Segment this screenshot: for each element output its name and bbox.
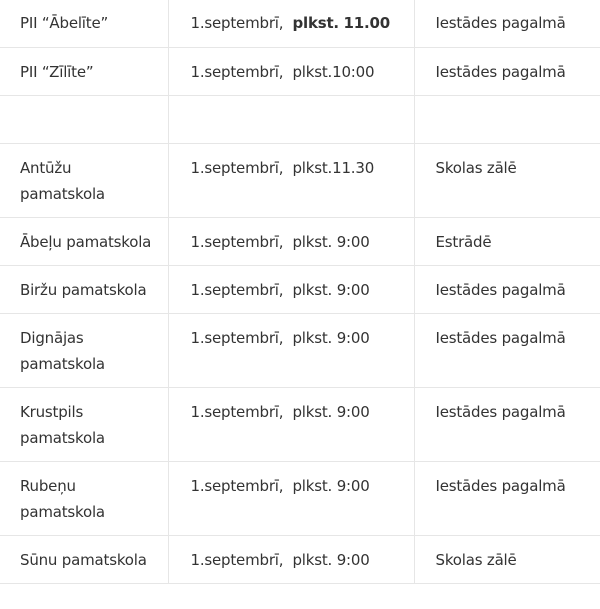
school-name: Biržu pamatskola	[20, 281, 147, 299]
place-cell	[414, 388, 600, 462]
place-text: Iestādes pagalmā	[435, 477, 566, 495]
table-row	[0, 388, 600, 462]
date-text: 1.septembrī,	[190, 329, 284, 347]
school-name: Rubeņu pamatskola	[20, 477, 105, 521]
school-name: Ābeļu pamatskola	[20, 233, 152, 251]
datetime-cell	[168, 144, 414, 218]
date-text: 1.septembrī,	[190, 551, 284, 569]
datetime-cell	[168, 0, 414, 48]
datetime-cell	[168, 314, 414, 388]
table-row	[0, 266, 600, 314]
date-text: 1.septembrī,	[190, 233, 284, 251]
place-cell	[414, 48, 600, 96]
time-prefix: plkst.	[292, 159, 333, 177]
school-name: Krustpils pamatskola	[20, 403, 105, 447]
datetime-cell	[168, 462, 414, 536]
date-text: 1.septembrī,	[190, 477, 284, 495]
place-cell	[414, 536, 600, 584]
school-cell	[0, 462, 168, 536]
place-text: Iestādes pagalmā	[435, 329, 566, 347]
time-prefix: plkst.	[292, 477, 333, 495]
table-row	[0, 314, 600, 388]
time-prefix: plkst.	[292, 551, 333, 569]
place-cell	[414, 462, 600, 536]
place-cell	[414, 218, 600, 266]
time-prefix: plkst.	[292, 14, 339, 32]
date-text: 1.septembrī,	[190, 159, 284, 177]
table-row	[0, 0, 600, 48]
time-prefix: plkst.	[292, 329, 333, 347]
school-cell	[0, 48, 168, 96]
time-text: 11.30	[332, 159, 375, 177]
table-row	[0, 462, 600, 536]
place-cell	[414, 96, 600, 144]
school-cell	[0, 0, 168, 48]
place-text: Estrādē	[435, 233, 492, 251]
table-row	[0, 536, 600, 584]
table-row	[0, 144, 600, 218]
place-text: Skolas zālē	[435, 551, 517, 569]
time-text: 9:00	[336, 233, 370, 251]
time-text: 9:00	[336, 477, 370, 495]
datetime-cell	[168, 96, 414, 144]
place-text: Skolas zālē	[435, 159, 517, 177]
school-cell	[0, 266, 168, 314]
school-cell	[0, 388, 168, 462]
datetime-cell	[168, 388, 414, 462]
time-text: 9:00	[336, 281, 370, 299]
date-text: 1.septembrī,	[190, 14, 284, 32]
place-cell	[414, 144, 600, 218]
date-text: 1.septembrī,	[190, 281, 284, 299]
school-name: Antūžu pamatskola	[20, 159, 105, 203]
school-cell	[0, 314, 168, 388]
time-text: 9:00	[336, 403, 370, 421]
time-text: 11.00	[343, 14, 390, 32]
school-cell	[0, 96, 168, 144]
place-text: Iestādes pagalmā	[435, 63, 566, 81]
datetime-cell	[168, 536, 414, 584]
datetime-cell	[168, 218, 414, 266]
table-row	[0, 48, 600, 96]
school-name: PII “Ābelīte”	[20, 14, 109, 32]
place-cell	[414, 266, 600, 314]
table-row	[0, 218, 600, 266]
datetime-cell	[168, 266, 414, 314]
place-cell	[414, 314, 600, 388]
date-text: 1.septembrī,	[190, 403, 284, 421]
place-text: Iestādes pagalmā	[435, 403, 566, 421]
place-text: Iestādes pagalmā	[435, 14, 566, 32]
time-prefix: plkst.	[292, 281, 333, 299]
school-name: PII “Zīlīte”	[20, 63, 94, 81]
time-text: 10:00	[332, 63, 375, 81]
datetime-cell	[168, 48, 414, 96]
table-row-empty	[0, 96, 600, 144]
school-name: Sūnu pamatskola	[20, 551, 147, 569]
place-cell	[414, 0, 600, 48]
time-text: 9:00	[336, 551, 370, 569]
date-text: 1.septembrī,	[190, 63, 284, 81]
school-cell	[0, 536, 168, 584]
place-text: Iestādes pagalmā	[435, 281, 566, 299]
time-prefix: plkst.	[292, 63, 333, 81]
time-prefix: plkst.	[292, 233, 333, 251]
school-cell	[0, 144, 168, 218]
school-cell	[0, 218, 168, 266]
time-text: 9:00	[336, 329, 370, 347]
time-prefix: plkst.	[292, 403, 333, 421]
school-name: Dignājas pamatskola	[20, 329, 105, 373]
